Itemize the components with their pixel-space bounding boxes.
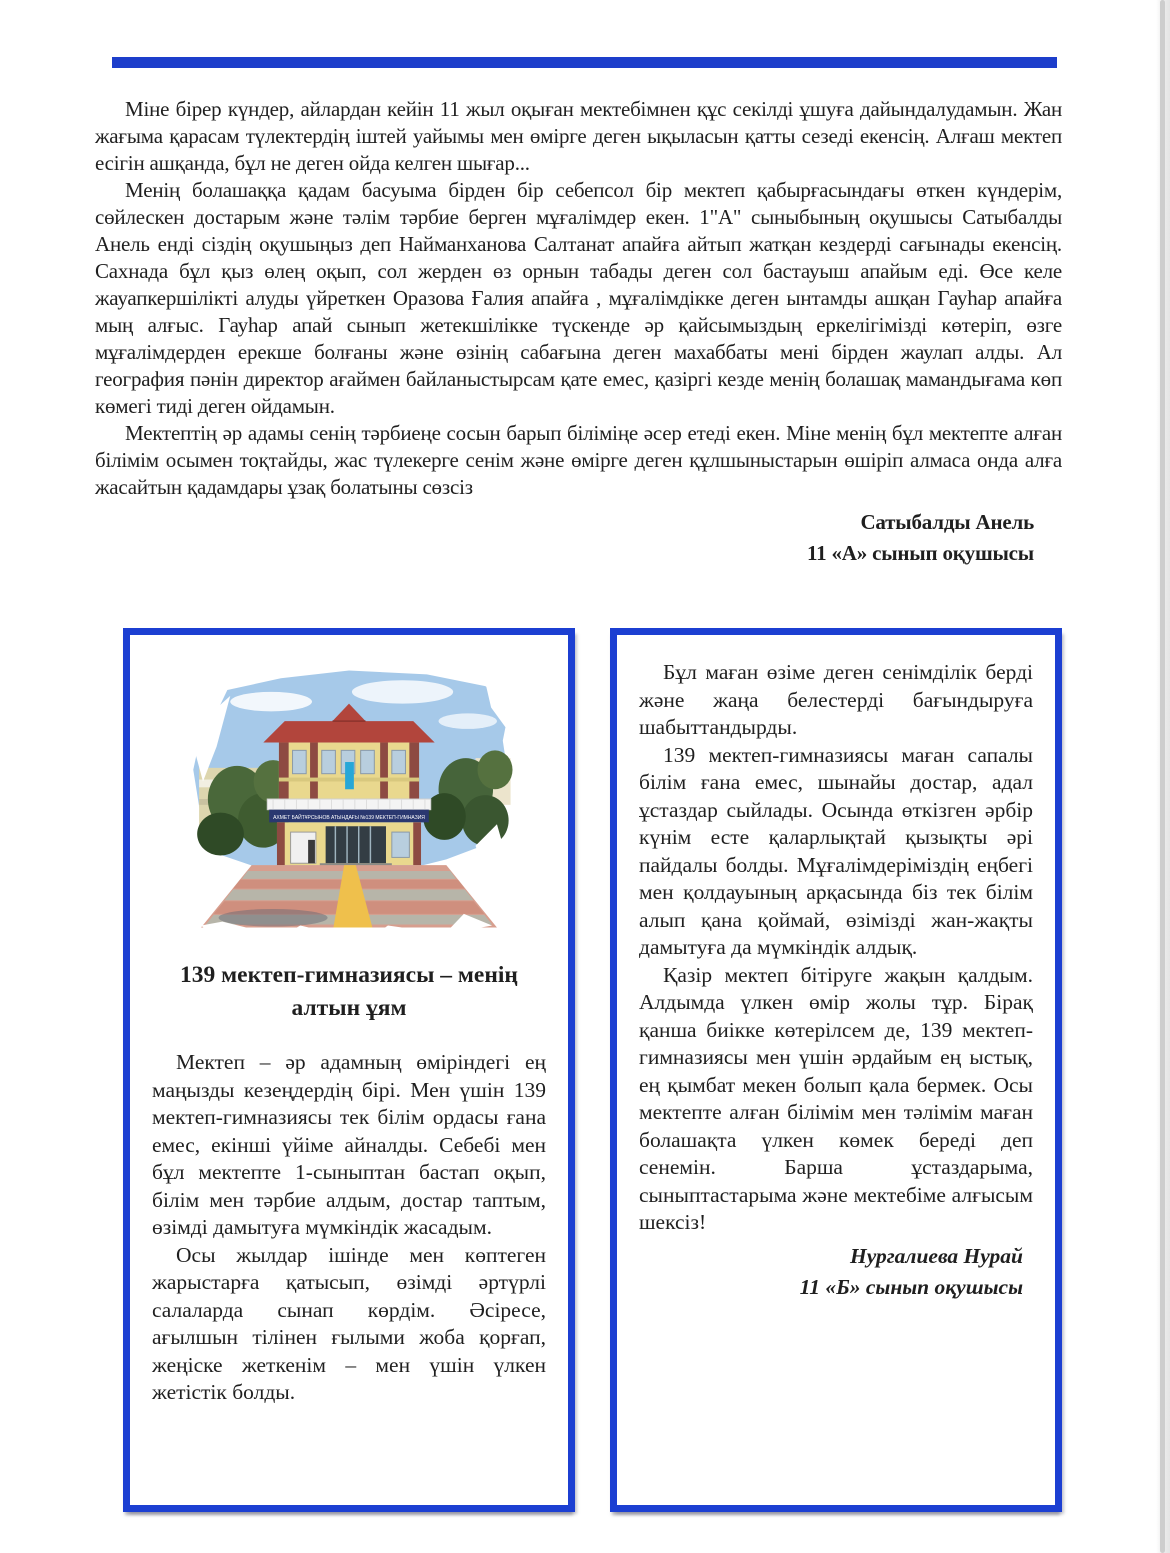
signature-name: Сатыбалды Анель: [860, 510, 1034, 534]
right-card-content: [617, 635, 1055, 1303]
school-photo: [152, 653, 546, 945]
top-divider-bar: [112, 57, 1057, 68]
article-paragraph: Менің болашаққа қадам басуыма бірден бір себепсол бір мектеп қабырғасындағы өткен күндерім, сөйлескен достарым және тәлім тәрбие берген мұғалімдер екен. 1"А" сыныбының оқушысы Сатыбалды Анель енді сіздің оқушыңыз деп Найманханова Салтанат апайға айтып жатқан кездерді сағынады екенсің. Сахнада бұл қыз өлең оқып, сол жерден өз орнын табады деген сол бастауыш апайым еді. Өсе келе жауапкершілікті алуды үйреткен Оразова Ғалия апайға , мұғалімдікке деген ынтамды ашқан Гауһар апайға мың алғыс. Гауһар апай сынып жетекшілікке түскенде әр қайсымыздың еркелігімізді көтеріп, өзге мұғалімдерден ерекше болғаны және өзінің сабағына деген махаббаты мені бірден жаулап алды. Ал география пәнін директор ағаймен байланыстырсам қате емес, қазіргі кезде менің болашақ мамандығама көп көмегі тиді деген ойдамын.: [95, 178, 1062, 418]
cloud: [439, 713, 497, 729]
box-paragraph: Осы жылдар ішінде мен көптеген жарыстарға қатысып, өзімді әртүрлі салаларда сынап көрдім. Әсіресе, ағылшын тілінен ғылыми жоба қорғап, жеңіске жеткенім – мен үшін үлкен жетістік болды.: [152, 1242, 546, 1404]
box-paragraph: Мектеп – әр адамның өміріндегі ең маңызды кезеңдердің бірі. Мен үшін 139 мектеп-гимназиясы тек білім ордасы ғана емес, екінші үйіме айналды. Себебі мен бұл мектепте 1-сыныптан бастап оқып, білім мен тәрбие алдым, достар таптым, өзімді дамытуға мүмкіндік жасадым.: [152, 1050, 546, 1239]
school-building-illustration: [152, 653, 546, 945]
scrollbar-thumb[interactable]: [1160, 0, 1165, 1553]
left-article-card: [123, 628, 575, 1512]
right-article-card: [610, 628, 1062, 1512]
left-card-content: [130, 635, 568, 1407]
article-paragraph: Мектептің әр адамы сенің тәрбиеңе сосын барып біліміңе әсер етеді екен. Міне менің бұл мектепте алған білімім осымен тоқтайды, жас түлекерге сенім және өмірге деген құлшыныстарын өшіріп алмаса онда алға жасайтын қадамдары ұзақ болатыны сөзсіз: [95, 421, 1062, 499]
box-paragraph: Қазір мектеп бітіруге жақын қалдым. Алдымда үлкен өмір жолы тұр. Бірақ қанша биікке көтерілсем де, 139 мектеп-гимназиясы мен үшін әрдайым ең ыстық, ең қымбат мекен болып қала бермек. Осы мектепте алған білімім мен тәлімім маған болашақта үлкен көмек береді деп сенемін. Барша ұстаздарыма, сыныптастарыма және мектебіме алғысым шексіз!: [639, 962, 1033, 1234]
paved-plaza: [201, 865, 497, 927]
signature-role: 11 «А» сынып оқушысы: [806, 541, 1034, 565]
top-article: [95, 96, 1062, 569]
box-paragraph: Бұл маған өзіме деген сенімділік берді және жаңа белестерді бағындыруға шабыттандырды.: [639, 660, 1033, 739]
school-name-banner-text: АХМЕТ БАЙТҰРСЫНОВ АТЫНДАҒЫ №139 МЕКТЕП-ГИМНАЗИЯ: [273, 814, 451, 821]
cloud: [230, 692, 312, 711]
shadow: [219, 909, 328, 927]
left-card-body: [152, 1049, 546, 1407]
kazakh-flag: [345, 762, 354, 789]
left-card-title: 139 мектеп-гимназиясы – менің алтын ұям: [180, 962, 518, 1021]
article-signature: [95, 507, 1062, 569]
signature-name: Нургалиева Нурай: [850, 1243, 1023, 1268]
right-card-signature: [639, 1241, 1033, 1303]
school-building: [263, 704, 451, 868]
signature-role: 11 «Б» сынып оқушысы: [799, 1274, 1023, 1299]
article-paragraph: Міне бірер күндер, айлардан кейін 11 жыл оқыған мектебімнен құс секілді ұшуға дайындалудамын. Жан жағыма қарасам түлектердің іштей уайымы мен өмірге деген ықыласын қатты сезеді екенсің. Алғаш мектеп есігін ашқанда, бұл не деген ойда келген шығар...: [95, 97, 1062, 175]
box-paragraph: 139 мектеп-гимназиясы маған сапалы білім ғана емес, шынайы достар, адал ұстаздар сыйлады. Осында өткізген әрбір күнім есте қаларлықтай қызықты әрі пайдалы болды. Мұғалімдеріміздің еңбегі мен қолдауының арқасында біз тек білім алып қана қоймай, өзімізді жан-жақты дамытуға да мүмкіндік алдық.: [639, 742, 1033, 959]
scrollbar-track[interactable]: [1156, 0, 1170, 1553]
cloud: [352, 680, 453, 703]
